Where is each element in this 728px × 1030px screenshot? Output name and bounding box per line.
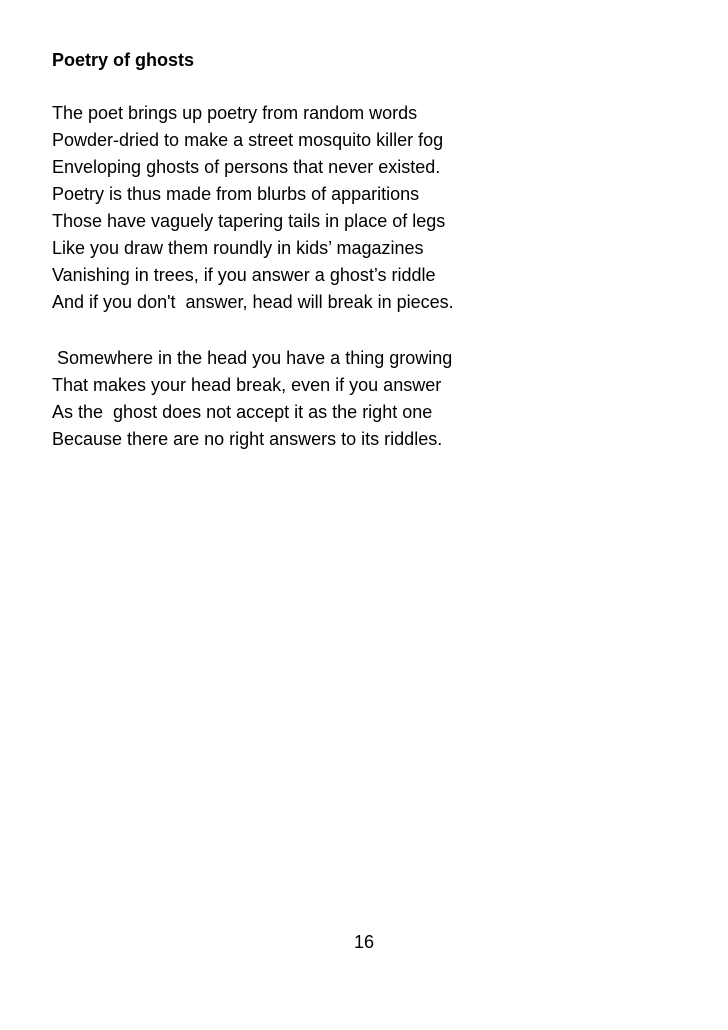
poem-line: Those have vaguely tapering tails in place of legs (52, 211, 446, 231)
poem-line: Poetry is thus made from blurbs of apparitions (52, 184, 420, 204)
poem-line: As the ghost does not accept it as the right one (52, 402, 433, 422)
poem-line: That makes your head break, even if you answer (52, 375, 442, 395)
stanza-2 (52, 345, 452, 453)
poem-line: Powder-dried to make a street mosquito killer fog (52, 130, 444, 150)
poem-line: Somewhere in the head you have a thing growing (52, 348, 453, 368)
poem-line: Enveloping ghosts of persons that never existed. (52, 157, 441, 177)
page-number: 16 (353, 932, 375, 952)
poem-title: Poetry of ghosts (52, 50, 195, 70)
poem-line: Because there are no right answers to its riddles. (52, 429, 443, 449)
poem-line: And if you don't answer, head will break in pieces. (52, 292, 454, 312)
poem-line: Like you draw them roundly in kids’ magazines (52, 238, 424, 258)
stanza-1 (52, 100, 454, 316)
poem-line: The poet brings up poetry from random words (52, 103, 418, 123)
poem-line: Vanishing in trees, if you answer a ghost’s riddle (52, 265, 436, 285)
